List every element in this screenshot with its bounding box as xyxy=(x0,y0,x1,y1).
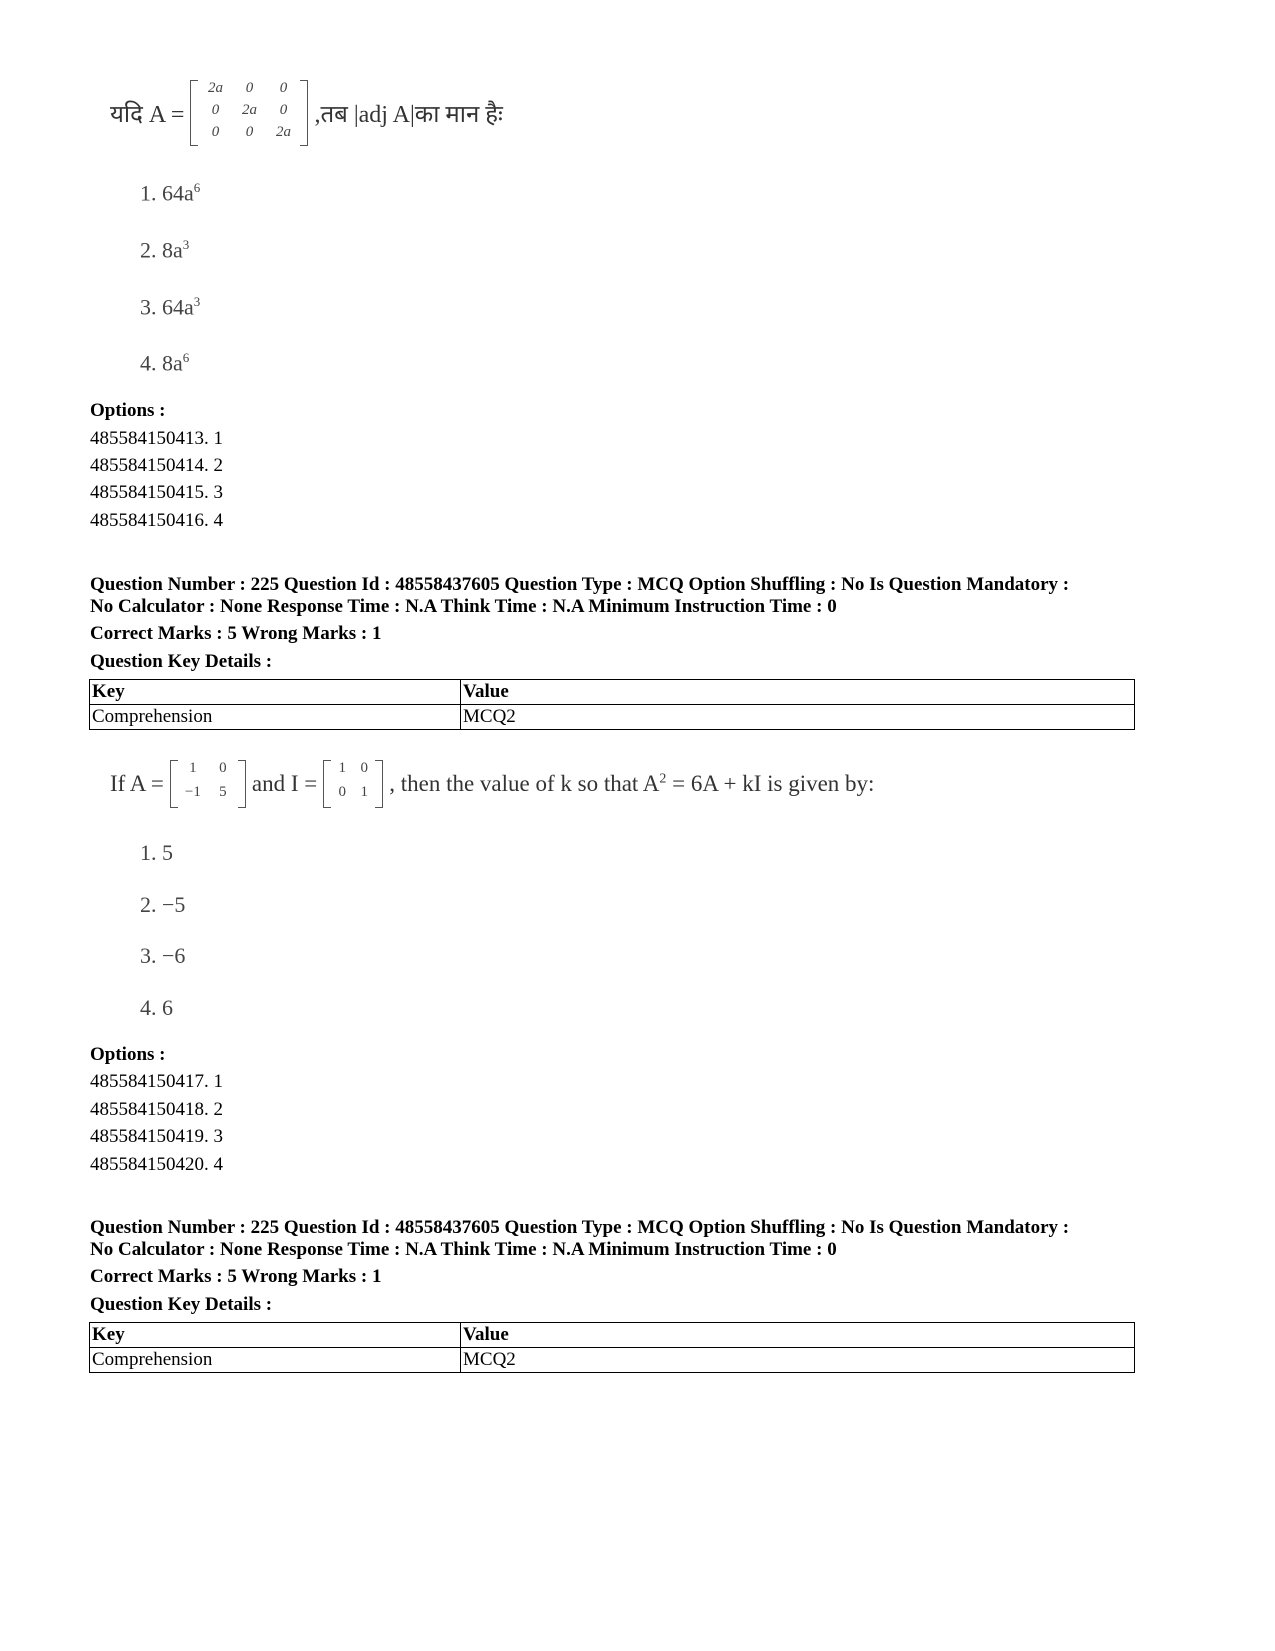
key-details-heading: Question Key Details : xyxy=(90,651,273,672)
matrix-cell: 0 xyxy=(360,760,368,776)
matrix-i xyxy=(323,760,383,808)
meta-line-1: Question Number : 225 Question Id : 48558437605 Question Type : MCQ Option Shuffling : No Is Question Mandatory : xyxy=(90,1217,1070,1238)
option-line: 485584150415. 3 xyxy=(90,482,223,503)
question-image-2 xyxy=(110,760,874,808)
question-meta xyxy=(90,574,1150,618)
table-cell-value: MCQ2 xyxy=(461,705,1135,730)
marks-line: Correct Marks : 5 Wrong Marks : 1 xyxy=(90,1266,382,1287)
matrix-cell: 0 xyxy=(245,80,254,96)
choice-2: 2. $8a^3$ xyxy=(140,237,190,263)
options-heading: Options : xyxy=(90,400,166,421)
option-line: 485584150414. 2 xyxy=(90,455,223,476)
matrix-cell: 2a xyxy=(207,80,223,96)
options-heading: Options : xyxy=(90,1044,166,1065)
matrix-cell: 1 xyxy=(360,784,368,800)
key-details-heading: Question Key Details : xyxy=(90,1294,273,1315)
matrix-cell: 0 xyxy=(338,784,346,800)
table-header-row xyxy=(90,680,1135,705)
choice-1: 1. $64a^6$ xyxy=(140,180,201,206)
matrix-cell: 0 xyxy=(279,80,288,96)
question-suffix: , then the value of k so that $A^2 = 6A$ + kI is given by: xyxy=(389,771,875,796)
question-image-1 xyxy=(110,80,503,146)
table-header-key: Key xyxy=(90,680,461,705)
meta-line-2: No Calculator : None Response Time : N.A Think Time : N.A Minimum Instruction Time : 0 xyxy=(90,1239,837,1260)
matrix-cell: 0 xyxy=(211,124,220,140)
matrix-cell: 0 xyxy=(211,102,220,118)
table-cell-key: Comprehension xyxy=(90,1348,461,1373)
matrix-cell: 2a xyxy=(275,124,291,140)
key-details-table xyxy=(89,1322,1135,1373)
meta-line-2: No Calculator : None Response Time : N.A Think Time : N.A Minimum Instruction Time : 0 xyxy=(90,596,837,617)
matrix-a xyxy=(190,80,308,146)
choice-4: 4. 6 xyxy=(140,995,173,1020)
table-header-value: Value xyxy=(461,1323,1135,1348)
matrix-cell: 1 xyxy=(189,760,197,776)
table-row xyxy=(90,1348,1135,1373)
key-details-table xyxy=(89,679,1135,730)
choice-3: 3. −6 xyxy=(140,943,186,968)
option-line: 485584150416. 4 xyxy=(90,510,223,531)
question-meta xyxy=(90,1217,1150,1261)
table-cell-key: Comprehension xyxy=(90,705,461,730)
matrix-cell: 1 xyxy=(338,760,346,776)
table-cell-value: MCQ2 xyxy=(461,1348,1135,1373)
table-header-key: Key xyxy=(90,1323,461,1348)
question-suffix: ,तब |adj A|का मान हैः xyxy=(314,101,503,128)
question-prefix: यदि A = xyxy=(110,101,185,128)
option-line: 485584150417. 1 xyxy=(90,1071,223,1092)
matrix-cell: 0 xyxy=(219,760,227,776)
option-line: 485584150420. 4 xyxy=(90,1154,223,1175)
option-line: 485584150413. 1 xyxy=(90,428,223,449)
question-middle: and I = xyxy=(251,771,318,796)
question-prefix: If A = xyxy=(110,771,164,796)
matrix-a xyxy=(170,760,246,808)
matrix-cell: −1 xyxy=(184,784,201,800)
option-line: 485584150419. 3 xyxy=(90,1126,223,1147)
choice-4: 4. $8a^6$ xyxy=(140,350,190,376)
matrix-cell: 2a xyxy=(241,102,257,118)
choice-2: 2. −5 xyxy=(140,892,186,917)
meta-line-1: Question Number : 225 Question Id : 48558437605 Question Type : MCQ Option Shuffling : No Is Question Mandatory : xyxy=(90,574,1070,595)
table-header-row xyxy=(90,1323,1135,1348)
option-line: 485584150418. 2 xyxy=(90,1099,223,1120)
matrix-cell: 0 xyxy=(245,124,254,140)
matrix-cell: 0 xyxy=(279,102,288,118)
table-header-value: Value xyxy=(461,680,1135,705)
matrix-cell: 5 xyxy=(219,784,227,800)
marks-line: Correct Marks : 5 Wrong Marks : 1 xyxy=(90,623,382,644)
choice-1: 1. 5 xyxy=(140,840,173,865)
table-row xyxy=(90,705,1135,730)
choice-3: 3. $64a^3$ xyxy=(140,294,201,320)
